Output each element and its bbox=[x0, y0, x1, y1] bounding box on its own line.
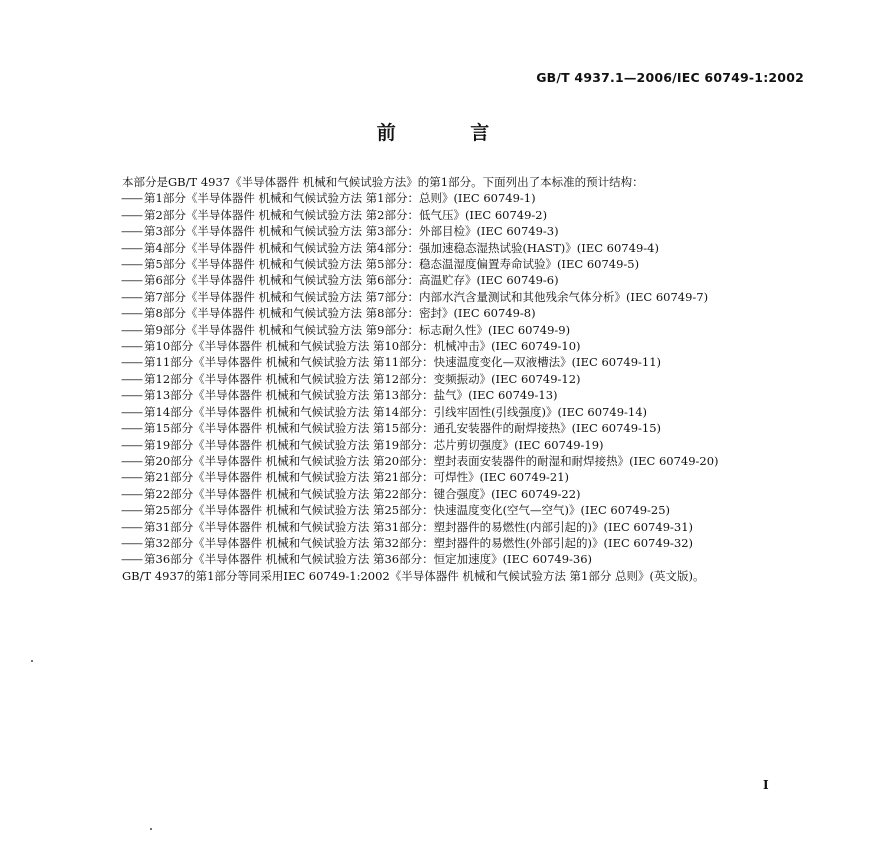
list-item: —— 第11部分《半导体器件 机械和气候试验方法 第11部分：快速温度变化—双液槽法》(IEC 60749-11) bbox=[92, 354, 807, 370]
list-item: —— 第36部分《半导体器件 机械和气候试验方法 第36部分：恒定加速度》(IEC 60749-36) bbox=[92, 551, 807, 567]
list-item: —— 第4部分《半导体器件 机械和气候试验方法 第4部分：强加速稳态湿热试验(HAST)》(IEC 60749-4) bbox=[92, 240, 807, 256]
list-item: —— 第15部分《半导体器件 机械和气候试验方法 第15部分：通孔安装器件的耐焊接热》(IEC 60749-15) bbox=[92, 420, 807, 436]
list-item: —— 第22部分《半导体器件 机械和气候试验方法 第22部分：键合强度》(IEC 60749-22) bbox=[92, 486, 807, 502]
list-item: —— 第5部分《半导体器件 机械和气候试验方法 第5部分：稳态温湿度偏置寿命试验》(IEC 60749-5) bbox=[92, 256, 807, 272]
list-item: —— 第2部分《半导体器件 机械和气候试验方法 第2部分：低气压》(IEC 60749-2) bbox=[92, 207, 807, 223]
scan-speck bbox=[150, 828, 152, 830]
document-body bbox=[92, 174, 807, 584]
page-title: 前 言 bbox=[376, 122, 524, 144]
list-item: —— 第13部分《半导体器件 机械和气候试验方法 第13部分：盐气》(IEC 60749-13) bbox=[92, 387, 807, 403]
standard-code: GB/T 4937.1—2006/IEC 60749-1:2002 bbox=[536, 70, 804, 85]
list-item: —— 第19部分《半导体器件 机械和气候试验方法 第19部分：芯片剪切强度》(IEC 60749-19) bbox=[92, 437, 807, 453]
closing-paragraph: GB/T 4937的第1部分等同采用IEC 60749-1:2002《半导体器件 机械和气候试验方法 第1部分 总则》(英文版)。 bbox=[122, 568, 705, 583]
list-item: —— 第12部分《半导体器件 机械和气候试验方法 第12部分：变频振动》(IEC 60749-12) bbox=[92, 371, 807, 387]
list-item: —— 第10部分《半导体器件 机械和气候试验方法 第10部分：机械冲击》(IEC 60749-10) bbox=[92, 338, 807, 354]
list-item: —— 第3部分《半导体器件 机械和气候试验方法 第3部分：外部目检》(IEC 60749-3) bbox=[92, 223, 807, 239]
intro-paragraph: 本部分是GB/T 4937《半导体器件 机械和气候试验方法》的第1部分。下面列出了本标准的预计结构： bbox=[122, 175, 644, 189]
list-item: —— 第32部分《半导体器件 机械和气候试验方法 第32部分：塑封器件的易燃性(外部引起的)》(IEC 60749-32) bbox=[92, 535, 807, 551]
list-item: —— 第21部分《半导体器件 机械和气候试验方法 第21部分：可焊性》(IEC 60749-21) bbox=[92, 469, 807, 485]
parts-list bbox=[92, 190, 807, 567]
list-item: —— 第1部分《半导体器件 机械和气候试验方法 第1部分：总则》(IEC 60749-1) bbox=[92, 190, 807, 206]
list-item: —— 第8部分《半导体器件 机械和气候试验方法 第8部分：密封》(IEC 60749-8) bbox=[92, 305, 807, 321]
scan-speck bbox=[31, 660, 33, 662]
list-item: —— 第14部分《半导体器件 机械和气候试验方法 第14部分：引线牢固性(引线强度)》(IEC 60749-14) bbox=[92, 404, 807, 420]
list-item: —— 第25部分《半导体器件 机械和气候试验方法 第25部分：快速温度变化(空气—空气)》(IEC 60749-25) bbox=[92, 502, 807, 518]
list-item: —— 第20部分《半导体器件 机械和气候试验方法 第20部分：塑封表面安装器件的耐湿和耐焊接热》(IEC 60749-20) bbox=[92, 453, 807, 469]
list-item: —— 第7部分《半导体器件 机械和气候试验方法 第7部分：内部水汽含量测试和其他残余气体分析》(IEC 60749-7) bbox=[92, 289, 807, 305]
list-item: —— 第6部分《半导体器件 机械和气候试验方法 第6部分：高温贮存》(IEC 60749-6) bbox=[92, 272, 807, 288]
list-item: —— 第9部分《半导体器件 机械和气候试验方法 第9部分：标志耐久性》(IEC 60749-9) bbox=[92, 322, 807, 338]
list-item: —— 第31部分《半导体器件 机械和气候试验方法 第31部分：塑封器件的易燃性(内部引起的)》(IEC 60749-31) bbox=[92, 519, 807, 535]
page-number: I bbox=[763, 778, 769, 792]
